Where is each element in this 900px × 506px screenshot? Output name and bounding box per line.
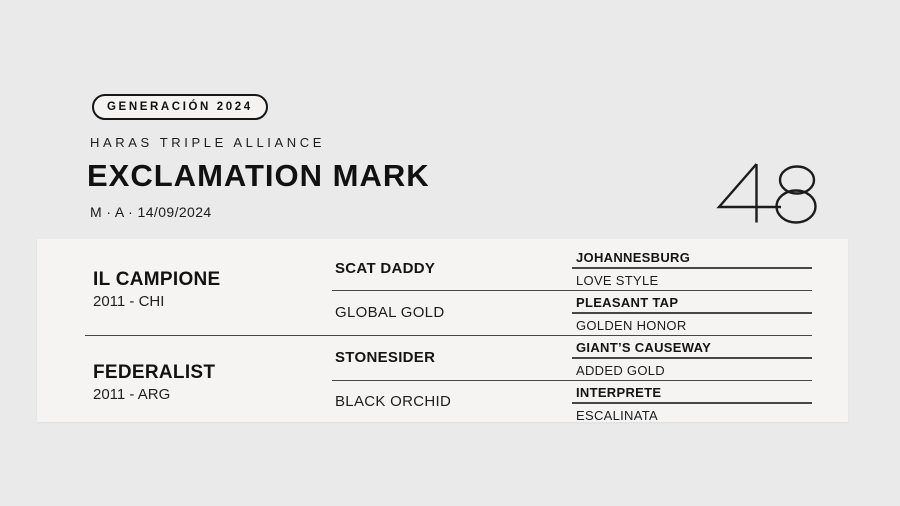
gen1-dam (93, 362, 215, 404)
gen2-name: STONESIDER (335, 349, 436, 366)
gen3-name: GOLDEN HONOR (576, 317, 687, 333)
gen3-name: LOVE STYLE (576, 272, 659, 288)
gen3-name: INTERPRETE (576, 385, 662, 400)
gen2-name: GLOBAL GOLD (335, 304, 445, 321)
gen3-name: ESCALINATA (576, 407, 658, 423)
gen3-name: PLEASANT TAP (576, 295, 679, 310)
gen1-sire (93, 269, 221, 311)
gen3-name: GIANT’S CAUSEWAY (576, 340, 712, 355)
pedigree-divider (85, 335, 812, 337)
horse-details: M · A · 14/09/2024 (90, 204, 212, 220)
pedigree-divider (572, 357, 812, 359)
gen3-name: JOHANNESBURG (576, 250, 691, 265)
gen2-name: SCAT DADDY (335, 260, 436, 277)
gen1-sire-name: IL CAMPIONE (93, 269, 221, 290)
gen2-name: BLACK ORCHID (335, 393, 452, 410)
pedigree-divider (332, 380, 812, 382)
pedigree-panel (37, 239, 848, 422)
generation-badge: GENERACIÓN 2024 (92, 94, 268, 120)
farm-name: HARAS TRIPLE ALLIANCE (90, 135, 326, 150)
pedigree-divider (572, 267, 812, 269)
digit-4 (719, 164, 781, 223)
lot-number (700, 150, 830, 240)
digit-8-bottom (777, 191, 816, 223)
gen1-sire-info: 2011 - CHI (93, 293, 165, 310)
page-title: EXCLAMATION MARK (87, 158, 430, 193)
gen1-dam-info: 2011 - ARG (93, 386, 171, 403)
gen1-dam-name: FEDERALIST (93, 362, 216, 383)
pedigree-divider (572, 402, 812, 404)
pedigree-divider (572, 312, 812, 314)
pedigree-divider (332, 290, 812, 292)
gen3-name: ADDED GOLD (576, 362, 665, 378)
